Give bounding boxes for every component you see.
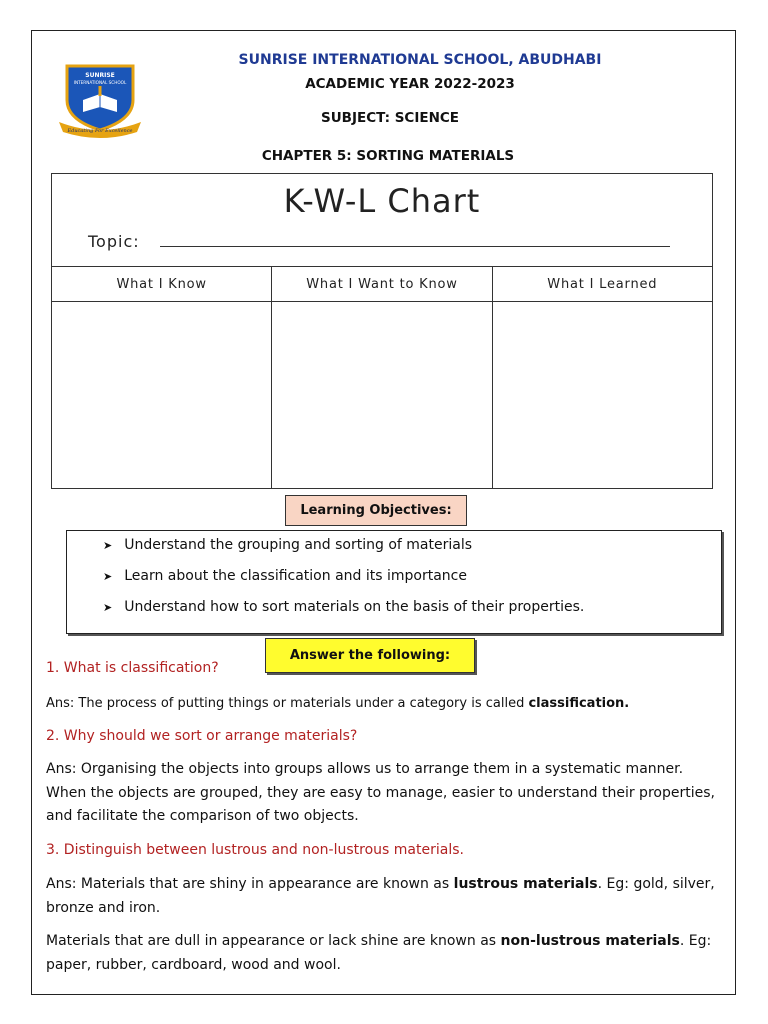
chapter-title: CHAPTER 5: SORTING MATERIALS — [261, 148, 515, 164]
answer-4-text: Materials that are dull in appearance or lack shine are known as — [46, 933, 501, 949]
kwl-column-want — [272, 267, 492, 489]
answer-label: Answer the following: — [265, 638, 475, 673]
arrow-bullet-icon: ➤ — [103, 538, 113, 552]
kwl-title: K-W-L Chart — [283, 182, 481, 220]
answer-3-suffix: . Eg: gold, silver, bronze and iron. — [46, 876, 715, 916]
kwl-topic-label: Topic: — [88, 232, 140, 251]
logo-line1: SUNRISE — [85, 72, 115, 79]
answer-4-term: non-lustrous materials — [500, 933, 680, 949]
answer-4-suffix: . Eg: paper, rubber, cardboard, wood and wool. — [46, 933, 712, 973]
arrow-bullet-icon: ➤ — [103, 600, 113, 614]
school-logo — [55, 60, 145, 140]
kwl-column-header: What I Know — [52, 267, 271, 302]
answer-2: Ans: Organising the objects into groups allows us to arrange them in a systematic manner. When the objects are grouped, they are easy to manage, easier to understand their properties, and facilitate the comparison of two objects. — [46, 761, 715, 824]
kwl-column-body — [52, 302, 271, 489]
question-3: 3. Distinguish between lustrous and non-lustrous materials. — [46, 842, 464, 858]
answer-3-text: Ans: Materials that are shiny in appearance are known as — [46, 876, 454, 892]
subject: SUBJECT: SCIENCE — [321, 110, 459, 126]
objective-text: Learn about the classification and its importance — [124, 568, 467, 584]
objective-text: Understand how to sort materials on the basis of their properties. — [124, 599, 585, 615]
answer-1-text: Ans: The process of putting things or materials under a category is called — [46, 696, 529, 711]
kwl-column-body — [272, 302, 491, 489]
answer-1-term: classification. — [528, 696, 630, 711]
kwl-topic-line — [160, 246, 670, 247]
kwl-column-know — [52, 267, 272, 489]
objectives-box — [66, 530, 722, 634]
kwl-column-learned — [493, 267, 712, 489]
kwl-column-header: What I Learned — [493, 267, 712, 302]
kwl-column-body — [493, 302, 712, 489]
arrow-bullet-icon: ➤ — [103, 569, 113, 583]
objective-text: Understand the grouping and sorting of materials — [124, 537, 473, 553]
kwl-table — [52, 266, 712, 489]
answer-4 — [46, 930, 726, 977]
answer-3-term: lustrous materials — [453, 876, 598, 892]
question-1: 1. What is classification? — [46, 660, 219, 676]
academic-year: ACADEMIC YEAR 2022-2023 — [305, 76, 515, 92]
question-2: 2. Why should we sort or arrange materials? — [46, 728, 358, 744]
objective-item — [103, 568, 467, 584]
learning-objectives-label: Learning Objectives: — [285, 495, 467, 526]
pencil-icon — [99, 86, 102, 96]
kwl-column-header: What I Want to Know — [272, 267, 491, 302]
objective-item — [103, 599, 584, 615]
answer-3 — [46, 873, 726, 920]
kwl-chart — [51, 173, 713, 489]
objective-item — [103, 537, 472, 553]
logo-motto: Educating For Excellence — [67, 128, 133, 134]
school-name: SUNRISE INTERNATIONAL SCHOOL, ABUDHABI — [238, 52, 602, 68]
logo-line2: INTERNATIONAL SCHOOL — [73, 80, 127, 85]
answer-1 — [46, 692, 726, 716]
